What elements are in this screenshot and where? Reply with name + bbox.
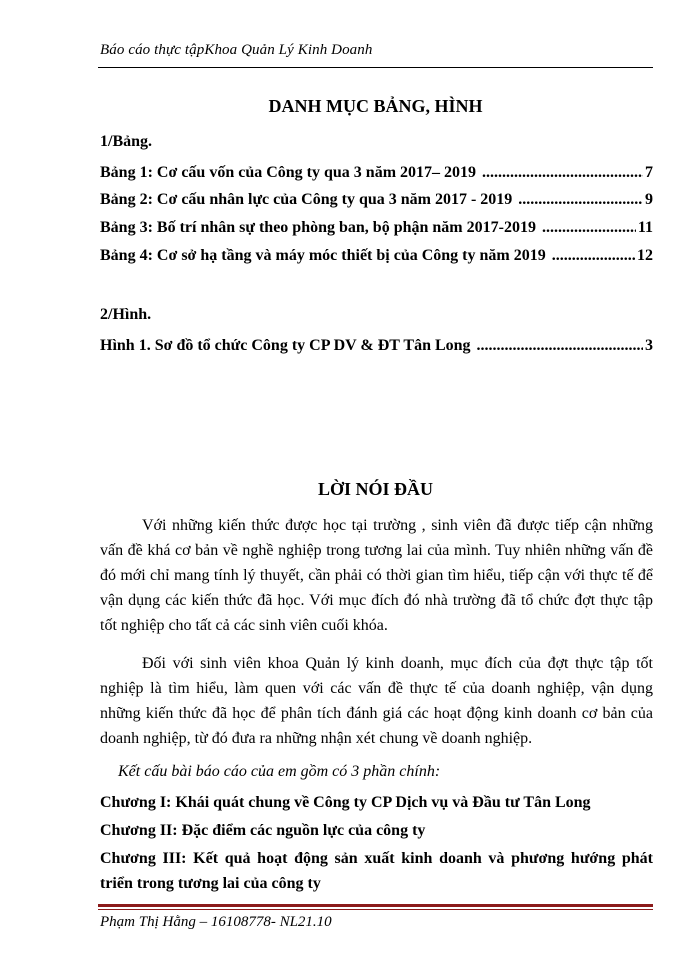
preface-paragraph-2: Đối với sinh viên khoa Quản lý kinh doanh, mục đích của đợt thực tập tốt nghiệp là tìm hiểu, làm quen với các vấn đề thực tế của doanh nghiệp, vận dụng những kiến thức đã học để phân tích đánh giá các hoạt động kinh doanh cơ bản của doanh nghiệp, từ đó đưa ra những nhận xét chung về doanh nghiệp. xyxy=(100,655,653,747)
toc-table-entry xyxy=(100,191,653,209)
toc-entry-page: 9 xyxy=(645,191,653,208)
toc-table-entry xyxy=(100,247,653,265)
figures-heading: 2/Hình. xyxy=(100,306,152,323)
page-header-title: Báo cáo thực tậpKhoa Quản Lý Kinh Doanh xyxy=(100,42,373,58)
toc-entry-label: Bảng 1: Cơ cấu vốn của Công ty qua 3 năm 2017– 2019 xyxy=(100,164,477,181)
toc-leader-dots xyxy=(518,191,643,209)
toc-title: DANH MỤC BẢNG, HÌNH xyxy=(268,96,483,116)
chapter-1: Chương I: Khái quát chung về Công ty CP Dịch vụ và Đầu tư Tân Long xyxy=(100,794,591,811)
footer-divider-thin xyxy=(98,909,653,910)
toc-entry-label: Hình 1. Sơ đồ tổ chức Công ty CP DV & ĐT Tân Long xyxy=(100,337,471,354)
tables-heading: 1/Bảng. xyxy=(100,133,153,150)
toc-table-entry xyxy=(100,219,653,237)
toc-leader-dots xyxy=(482,164,643,182)
chapter-2: Chương II: Đặc điểm các nguồn lực của công ty xyxy=(100,822,426,839)
preface-title: LỜI NÓI ĐẦU xyxy=(317,479,433,499)
chapter-3: Chương III: Kết quả hoạt động sản xuất kinh doanh và phương hướng phát triển trong tương lai của công ty xyxy=(100,850,653,892)
page-footer-author: Phạm Thị Hằng – 16108778- NL21.10 xyxy=(100,914,332,930)
toc-entry-label: Bảng 3: Bố trí nhân sự theo phòng ban, bộ phận năm 2017-2019 xyxy=(100,219,536,236)
toc-figure-entry xyxy=(100,337,653,355)
toc-entry-label: Bảng 4: Cơ sở hạ tầng và máy móc thiết bị của Công ty năm 2019 xyxy=(100,247,546,264)
toc-leader-dots xyxy=(542,219,636,237)
toc-entry-page: 7 xyxy=(645,164,653,181)
toc-leader-dots xyxy=(552,247,635,265)
header-divider xyxy=(98,67,653,68)
toc-entry-label: Bảng 2: Cơ cấu nhân lực của Công ty qua 3 năm 2017 - 2019 xyxy=(100,191,513,208)
toc-entry-page: 3 xyxy=(645,337,653,354)
toc-entry-page: 12 xyxy=(637,247,653,264)
toc-entry-page: 11 xyxy=(637,219,653,236)
structure-note: Kết cấu bài báo cáo của em gồm có 3 phần chính: xyxy=(118,763,441,780)
toc-leader-dots xyxy=(477,337,643,355)
preface-paragraph-1: Với những kiến thức được học tại trường , sinh viên đã được tiếp cận những vấn đề khá cơ bản về nghề nghiệp trong tương lai của mình. Tuy nhiên những vấn đề đó mới chỉ mang tính lý thuyết, cần phải có thời gian tìm hiểu, tiếp cận với thực tế để vận dụng các kiến thức đã học. Với mục đích đó nhà trường đã tổ chức đợt thực tập tốt nghiệp cho tất cả các sinh viên cuối khóa. xyxy=(100,517,653,634)
toc-table-entry xyxy=(100,164,653,182)
footer-divider-thick xyxy=(98,904,653,907)
